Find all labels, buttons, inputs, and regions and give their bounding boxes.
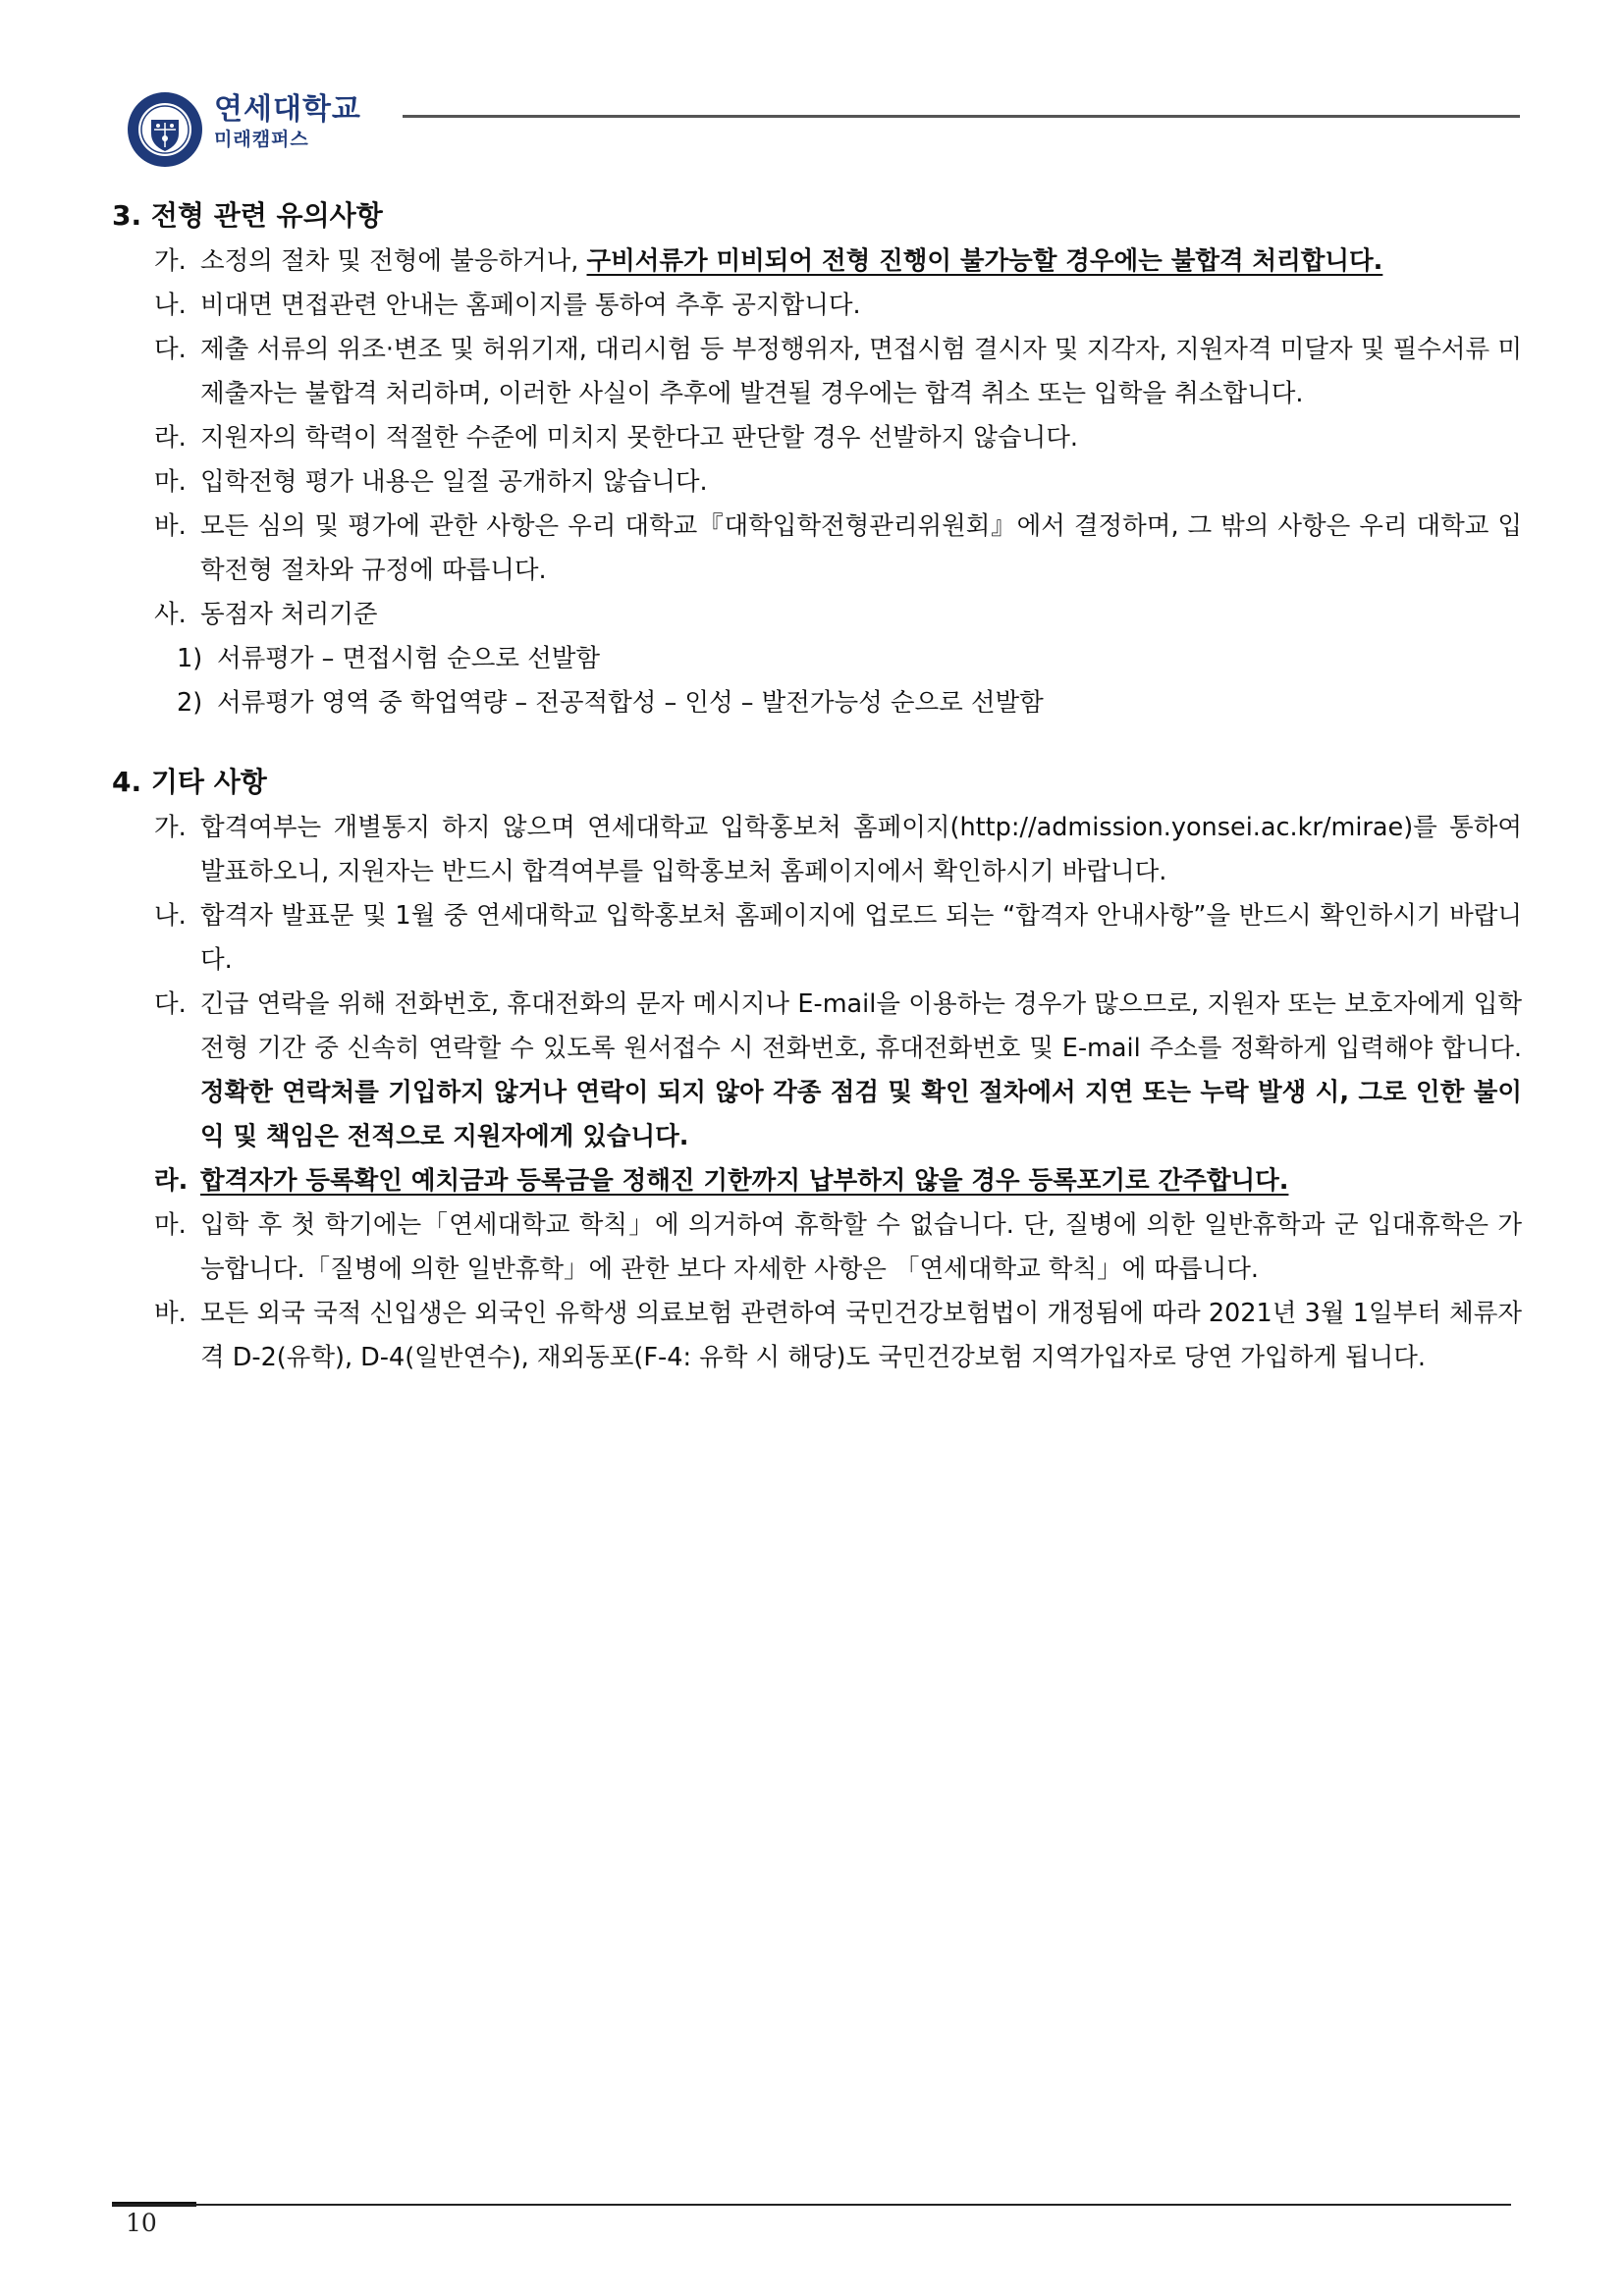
logo-text [214, 92, 361, 151]
item-marker: 바. [154, 1299, 187, 1328]
item-marker: 라. [154, 423, 187, 453]
item-marker: 사. [154, 600, 187, 629]
item-marker: 나. [154, 901, 187, 931]
item-text: 정확한 연락처를 기입하지 않거나 연락이 되지 않아 각종 점검 및 확인 절차에서 지연 또는 누락 발생 시, 그로 인한 불이익 및 책임은 전적으로 지원자에게 있습니다. [200, 1078, 1522, 1151]
item-text: 소정의 절차 및 전형에 불응하거나, [200, 246, 587, 276]
item-list [112, 806, 1522, 1380]
campus-name: 미래캠퍼스 [214, 129, 309, 150]
item-marker: 마. [154, 1210, 187, 1240]
item-marker: 가. [154, 813, 187, 842]
list-item [112, 593, 1522, 637]
page-number: 10 [126, 2209, 157, 2237]
list-item [112, 806, 1522, 894]
sub-list-item [112, 637, 1522, 681]
item-text: 입학 후 첫 학기에는「연세대학교 학칙」에 의거하여 휴학할 수 없습니다. 단, 질병에 의한 일반휴학과 군 입대휴학은 가능합니다.「질병에 의한 일반휴학」에 관한 보다 자세한 사항은 「연세대학교 학칙」에 따릅니다. [200, 1210, 1522, 1284]
item-text: 긴급 연락을 위해 전화번호, 휴대전화의 문자 메시지나 E-mail을 이용하는 경우가 많으므로, 지원자 또는 보호자에게 입학전형 기간 중 신속히 연락할 수 있도록 원서접수 시 전화번호, 휴대전화번호 및 E-mail 주소를 정확하게 입력해야 합니다. [200, 989, 1522, 1063]
item-marker: 바. [154, 511, 187, 541]
list-item [112, 894, 1522, 983]
item-text: 제출 서류의 위조·변조 및 허위기재, 대리시험 등 부정행위자, 면접시험 결시자 및 지각자, 지원자격 미달자 및 필수서류 미제출자는 불합격 처리하며, 이러한 사실이 추후에 발견될 경우에는 합격 취소 또는 입학을 취소합니다. [200, 335, 1522, 408]
item-marker: 다. [154, 989, 187, 1019]
item-text: 동점자 처리기준 [200, 600, 378, 629]
item-text: 입학전형 평가 내용은 일절 공개하지 않습니다. [200, 467, 708, 497]
item-marker: 라. [154, 1166, 189, 1196]
section-heading: 3. 전형 관련 유의사항 [112, 199, 383, 232]
item-text: 구비서류가 미비되어 전형 진행이 불가능할 경우에는 불합격 처리합니다. [586, 246, 1383, 276]
item-text: 지원자의 학력이 적절한 수준에 미치지 못한다고 판단할 경우 선발하지 않습니다. [200, 423, 1078, 453]
item-text: 합격자가 등록확인 예치금과 등록금을 정해진 기한까지 납부하지 않을 경우 등록포기로 간주합니다. [200, 1166, 1289, 1196]
list-item [112, 1203, 1522, 1292]
list-item [112, 1292, 1522, 1380]
section [112, 759, 1522, 1380]
sub-item-marker: 1) [177, 644, 203, 673]
sub-item-text: 서류평가 – 면접시험 순으로 선발함 [217, 644, 601, 673]
page-header [126, 84, 1520, 173]
sub-item-marker: 2) [177, 688, 203, 718]
item-list [112, 240, 1522, 725]
list-item [112, 284, 1522, 328]
item-marker: 마. [154, 467, 187, 497]
list-item [112, 983, 1522, 1159]
list-item [112, 1159, 1522, 1203]
list-item [112, 505, 1522, 593]
item-text: 모든 외국 국적 신입생은 외국인 유학생 의료보험 관련하여 국민건강보험법이 개정됨에 따라 2021년 3월 1일부터 체류자격 D-2(유학), D-4(일반연수), 재외동포(F-4: 유학 시 해당)도 국민건강보험 지역가입자로 당연 가입하게 됩니다. [200, 1299, 1522, 1372]
item-marker: 나. [154, 291, 187, 320]
sub-list-item [112, 681, 1522, 725]
item-text: 모든 심의 및 평가에 관한 사항은 우리 대학교『대학입학전형관리위원회』에서 결정하며, 그 밖의 사항은 우리 대학교 입학전형 절차와 규정에 따릅니다. [200, 511, 1522, 585]
item-text: 비대면 면접관련 안내는 홈페이지를 통하여 추후 공지합니다. [200, 291, 861, 320]
list-item [112, 416, 1522, 460]
list-item [112, 460, 1522, 505]
footer-divider [112, 2204, 1511, 2206]
list-item [112, 240, 1522, 284]
list-item [112, 328, 1522, 416]
sub-item-text: 서류평가 영역 중 학업역량 – 전공적합성 – 인성 – 발전가능성 순으로 선발함 [217, 688, 1044, 718]
header-divider [403, 115, 1520, 118]
yonsei-emblem-icon [126, 90, 204, 169]
item-marker: 다. [154, 335, 187, 364]
university-name: 연세대학교 [214, 92, 361, 127]
item-text: 합격여부는 개별통지 하지 않으며 연세대학교 입학홍보처 홈페이지(http://admission.yonsei.ac.kr/mirae)를 통하여 발표하오니, 지원자는 반드시 합격여부를 입학홍보처 홈페이지에서 확인하시기 바랍니다. [200, 813, 1522, 886]
item-text: 합격자 발표문 및 1월 중 연세대학교 입학홍보처 홈페이지에 업로드 되는 “합격자 안내사항”을 반드시 확인하시기 바랍니다. [200, 901, 1522, 975]
document-body [112, 192, 1522, 1380]
section-heading: 4. 기타 사항 [112, 766, 267, 798]
item-marker: 가. [154, 246, 187, 276]
section [112, 192, 1522, 725]
